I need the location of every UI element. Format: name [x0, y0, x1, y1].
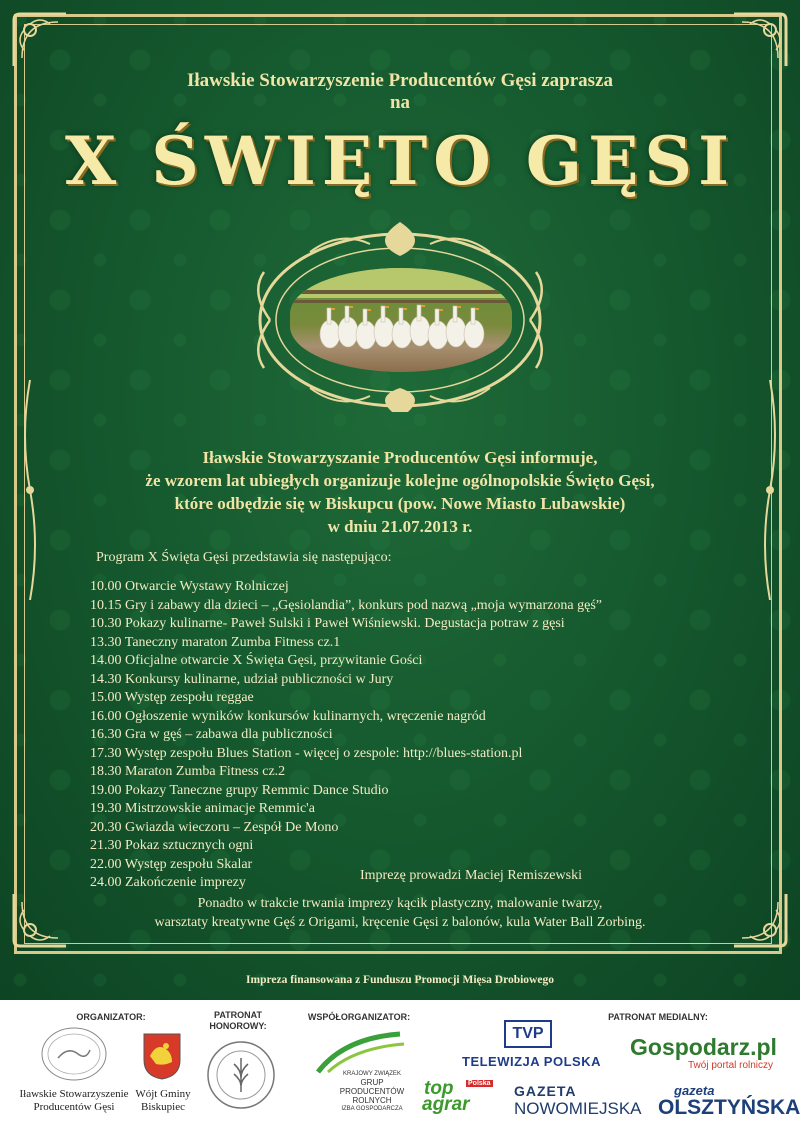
gospodarz-tagline: Twój portal rolniczy	[688, 1060, 774, 1071]
program-item: 18.30 Maraton Zumba Fitness cz.2	[90, 764, 286, 779]
program-item: 19.30 Mistrzowskie animacje Remmic'a	[90, 801, 315, 816]
program-item: 21.30 Pokaz sztucznych ogni	[90, 838, 254, 853]
program-item: 13.30 Taneczny maraton Zumba Fitness cz.1	[90, 634, 341, 650]
gazeta-now-line: NOWOMIEJSKA	[514, 1099, 642, 1118]
program-item: 22.00 Występ zespołu Skalar	[90, 856, 253, 872]
program-item: 17.30 Występ zespołu Blues Station - więcej o zespole: http://blues-station.pl	[90, 745, 523, 761]
event-info	[0, 446, 800, 538]
topagrar-badge: Polska	[468, 1080, 491, 1087]
tvp-logo: TVP	[504, 1020, 552, 1048]
host-note: Imprezę prowadzi Maciej Remiszewski	[360, 868, 582, 883]
wojt-caption-line: Biskupiec	[141, 1101, 185, 1113]
topagrar-line: agrar	[422, 1094, 470, 1115]
info-line: które odbędzie się w Biskupcu (pow. Nowe Miasto Lubawskie)	[174, 494, 626, 513]
patronat-label-line: HONOROWY:	[209, 1021, 267, 1031]
program-list	[90, 578, 602, 893]
coorganizer-label: WSPÓŁORGANIZATOR:	[307, 1012, 411, 1022]
program-item: 14.30 Konkursy kulinarne, udział publiczności w Jury	[90, 671, 394, 687]
program-item: 20.30 Gwiazda wieczoru – Zespół De Mono	[90, 819, 339, 835]
program-item: 24.00 Zakończenie imprezy	[90, 875, 246, 890]
media-patron-label: PATRONAT MEDIALNY:	[608, 1012, 708, 1022]
krz-line: KRAJOWY ZWIĄZEK	[343, 1071, 401, 1077]
patronat-label-line: PATRONAT	[214, 1010, 262, 1020]
invitation-intro	[0, 70, 800, 114]
gazeta-nowomiejska-logo	[514, 1083, 642, 1117]
ministry-seal-icon	[206, 1040, 276, 1110]
coat-of-arms-icon	[142, 1032, 182, 1080]
program-item: 16.00 Ogłoszenie wyników konkursów kulinarnych, wręczenie nagród	[90, 708, 486, 724]
krz-line: PRODUCENTÓW	[339, 1087, 405, 1096]
krz-text	[330, 1070, 414, 1113]
program-item: 10.00 Otwarcie Wystawy Rolniczej	[90, 579, 289, 594]
corner-ornament-icon	[730, 10, 790, 70]
info-line: Iławskie Stowarzyszanie Producentów Gęsi informuje,	[202, 448, 598, 467]
extra-line: Ponadto w trakcie trwania imprezy kącik plastyczny, malowanie twarzy,	[197, 896, 603, 911]
program-item: 10.15 Gry i zabawy dla dzieci – „Gęsiolandia”, konkurs pod nazwą „moja wymarzona gęś”	[90, 597, 602, 613]
corner-ornament-icon	[10, 10, 70, 70]
program-item: 14.00 Oficjalne otwarcie X Święta Gęsi, przywitanie Gości	[90, 653, 423, 668]
organizer-caption-line: Producentów Gęsi	[33, 1101, 115, 1113]
program-item: 16.30 Gra w gęś – zabawa dla publiczności	[90, 727, 333, 742]
organizer-logo-icon	[38, 1024, 110, 1084]
krz-line: GRUP	[360, 1078, 384, 1087]
funding-note: Impreza finansowana z Funduszu Promocji Mięsa Drobiowego	[246, 974, 554, 986]
event-date: w dniu 21.07.2013 r.	[327, 517, 473, 536]
organizer-label: ORGANIZATOR:	[76, 1012, 146, 1022]
organizer-caption	[4, 1088, 144, 1114]
krz-logo-icon	[304, 1028, 408, 1076]
geese-photo	[290, 268, 512, 372]
gospodarz-logo: Gospodarz.pl	[630, 1034, 777, 1060]
extra-attractions	[0, 894, 800, 932]
info-line: że wzorem lat ubiegłych organizuje kolejne ogólnopolskie Święto Gęsi,	[145, 471, 655, 490]
gazeta-ol-line: OLSZTYŃSKA	[658, 1096, 800, 1119]
patronat-honorowy-label	[208, 1010, 268, 1032]
extra-line: warsztaty kreatywne Gęś z Origami, kręcenie Gęsi z balonów, kula Water Ball Zorbing.	[154, 915, 646, 930]
wojt-caption	[126, 1088, 200, 1114]
intro-line-1: Iławskie Stowarzyszenie Producentów Gęsi zaprasza	[186, 70, 614, 91]
program-item: 10.30 Pokazy kulinarne- Paweł Sulski i Paweł Wiśniewski. Degustacja potraw z gęsi	[90, 616, 565, 631]
program-item: 19.00 Pokazy Taneczne grupy Remmic Dance Studio	[90, 782, 389, 798]
program-item: 15.00 Występ zespołu reggae	[90, 690, 254, 705]
gazeta-olsztynska-logo	[658, 1082, 800, 1119]
wojt-caption-line: Wójt Gminy	[135, 1088, 191, 1100]
program-heading: Program X Święta Gęsi przedstawia się następująco:	[96, 550, 392, 565]
krz-line: IZBA GOSPODARCZA	[341, 1106, 403, 1112]
tvp-text: TELEWIZJA POLSKA	[462, 1054, 601, 1069]
gazeta-ol-line: gazeta	[674, 1083, 715, 1098]
krz-line: ROLNYCH	[352, 1096, 392, 1105]
topagrar-line: top	[424, 1078, 454, 1099]
gazeta-now-line: GAZETA	[514, 1083, 577, 1099]
topagrar-logo	[420, 1080, 496, 1120]
organizer-caption-line: Iławskie Stowarzyszenie	[19, 1088, 129, 1100]
page-title: X ŚWIĘTO GĘSI	[65, 122, 735, 200]
intro-line-2: na	[389, 92, 411, 113]
